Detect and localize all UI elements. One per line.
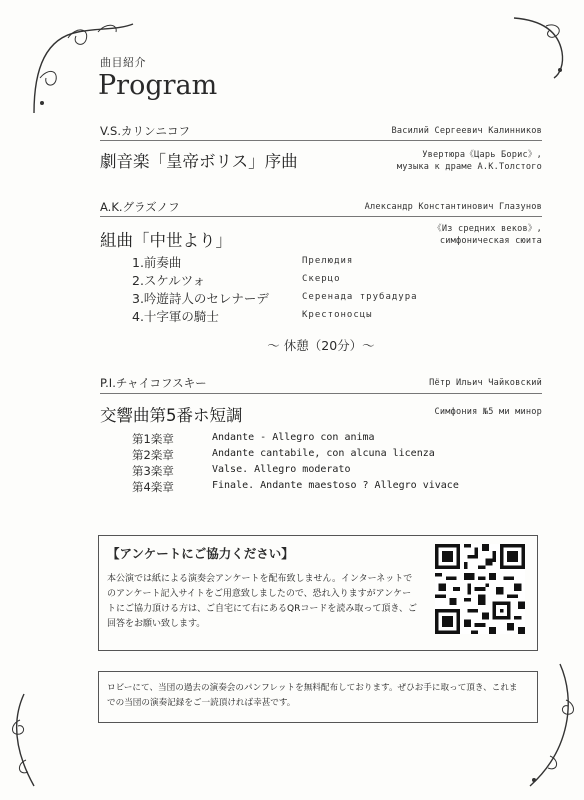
composer-ru: Александр Константинович Глазунов [364,202,542,212]
composer-ja: V.S.カリンニコフ [100,124,190,138]
survey-line: トにご協力頂ける方は、ご自宅にて右にあるQRコードを読み取って頂き、ご [107,604,417,614]
movement-ja: 第4楽章 [132,480,174,494]
work-title-ja: 劇音楽「皇帝ボリス」序曲 [100,152,298,171]
lobby-line: での当団の演奏記録をご一読頂ければ幸甚です。 [107,698,296,708]
composer-ja: P.I.チャイコフスキー [100,376,207,390]
composer-ja: A.K.グラズノフ [100,200,180,214]
movement-ja: 2.スケルツォ [132,273,206,288]
movement-ru: Скерцо [302,274,341,284]
work-subtitle-ru: музыка к драме А.К.Толстого [396,162,542,172]
movement-ru: Прелюдия [302,256,354,266]
work-subtitle-ru: симфоническая сюита [439,236,542,246]
movement-ja: 第3楽章 [132,464,174,478]
work-title-ja: 交響曲第5番ホ短調 [100,406,243,425]
composer-ru: Василий Сергеевич Калинников [391,126,542,136]
intermission-note: 〜 休憩（20分）〜 [267,338,375,353]
work-title-ru: Симфония №5 ми минор [434,407,542,417]
movement-ja: 第2楽章 [132,448,174,462]
work-title-ru: 《Из средних веков》, [433,224,542,234]
movement-tempo: Valse. Allegro moderato [212,464,351,475]
movement-tempo: Finale. Andante maestoso ? Allegro vivace [212,480,459,491]
movement-ru: Крестоносцы [302,310,373,320]
movement-tempo: Andante cantabile, con alcuna licenza [212,448,435,459]
divider [100,140,542,141]
page-title: Program [98,70,218,101]
qr-code[interactable] [435,544,525,634]
lobby-notice-box [98,671,538,723]
survey-line: 本公演では紙による演奏会アンケートを配布致しません。インターネットで [107,574,413,584]
top-right-ornament-icon [510,12,570,82]
work-title-ru: Увертюра《Царь Борис》, [422,150,542,160]
movement-ja: 第1楽章 [132,432,174,446]
divider [100,393,542,394]
survey-box [98,535,538,651]
section-label: 曲目紹介 [100,56,146,69]
survey-line: 回答をお願い致します。 [107,619,206,629]
divider [100,216,542,217]
survey-heading: 【アンケートにご協力ください】 [107,546,294,561]
movement-ja: 3.吟遊詩人のセレナーデ [132,291,269,306]
movement-ja: 4.十字軍の騎士 [132,309,219,324]
bottom-left-ornament-icon [4,690,54,790]
work-title-ja: 組曲「中世より」 [100,231,232,250]
movement-ja: 1.前奏曲 [132,255,182,270]
survey-line: のアンケート記入サイトをご用意致しましたので、恐れ入りますがアンケー [107,589,412,599]
movement-tempo: Andante - Allegro con anima [212,432,375,443]
lobby-line: ロビーにて、当団の過去の演奏会のパンフレットを無料配布しております。ぜひお手に取って頂き、これま [107,683,518,693]
movement-ru: Серенада трубадура [302,292,418,302]
survey-text [107,572,427,632]
composer-ru: Пётр Ильич Чайковский [429,378,542,388]
lobby-text [107,681,531,711]
